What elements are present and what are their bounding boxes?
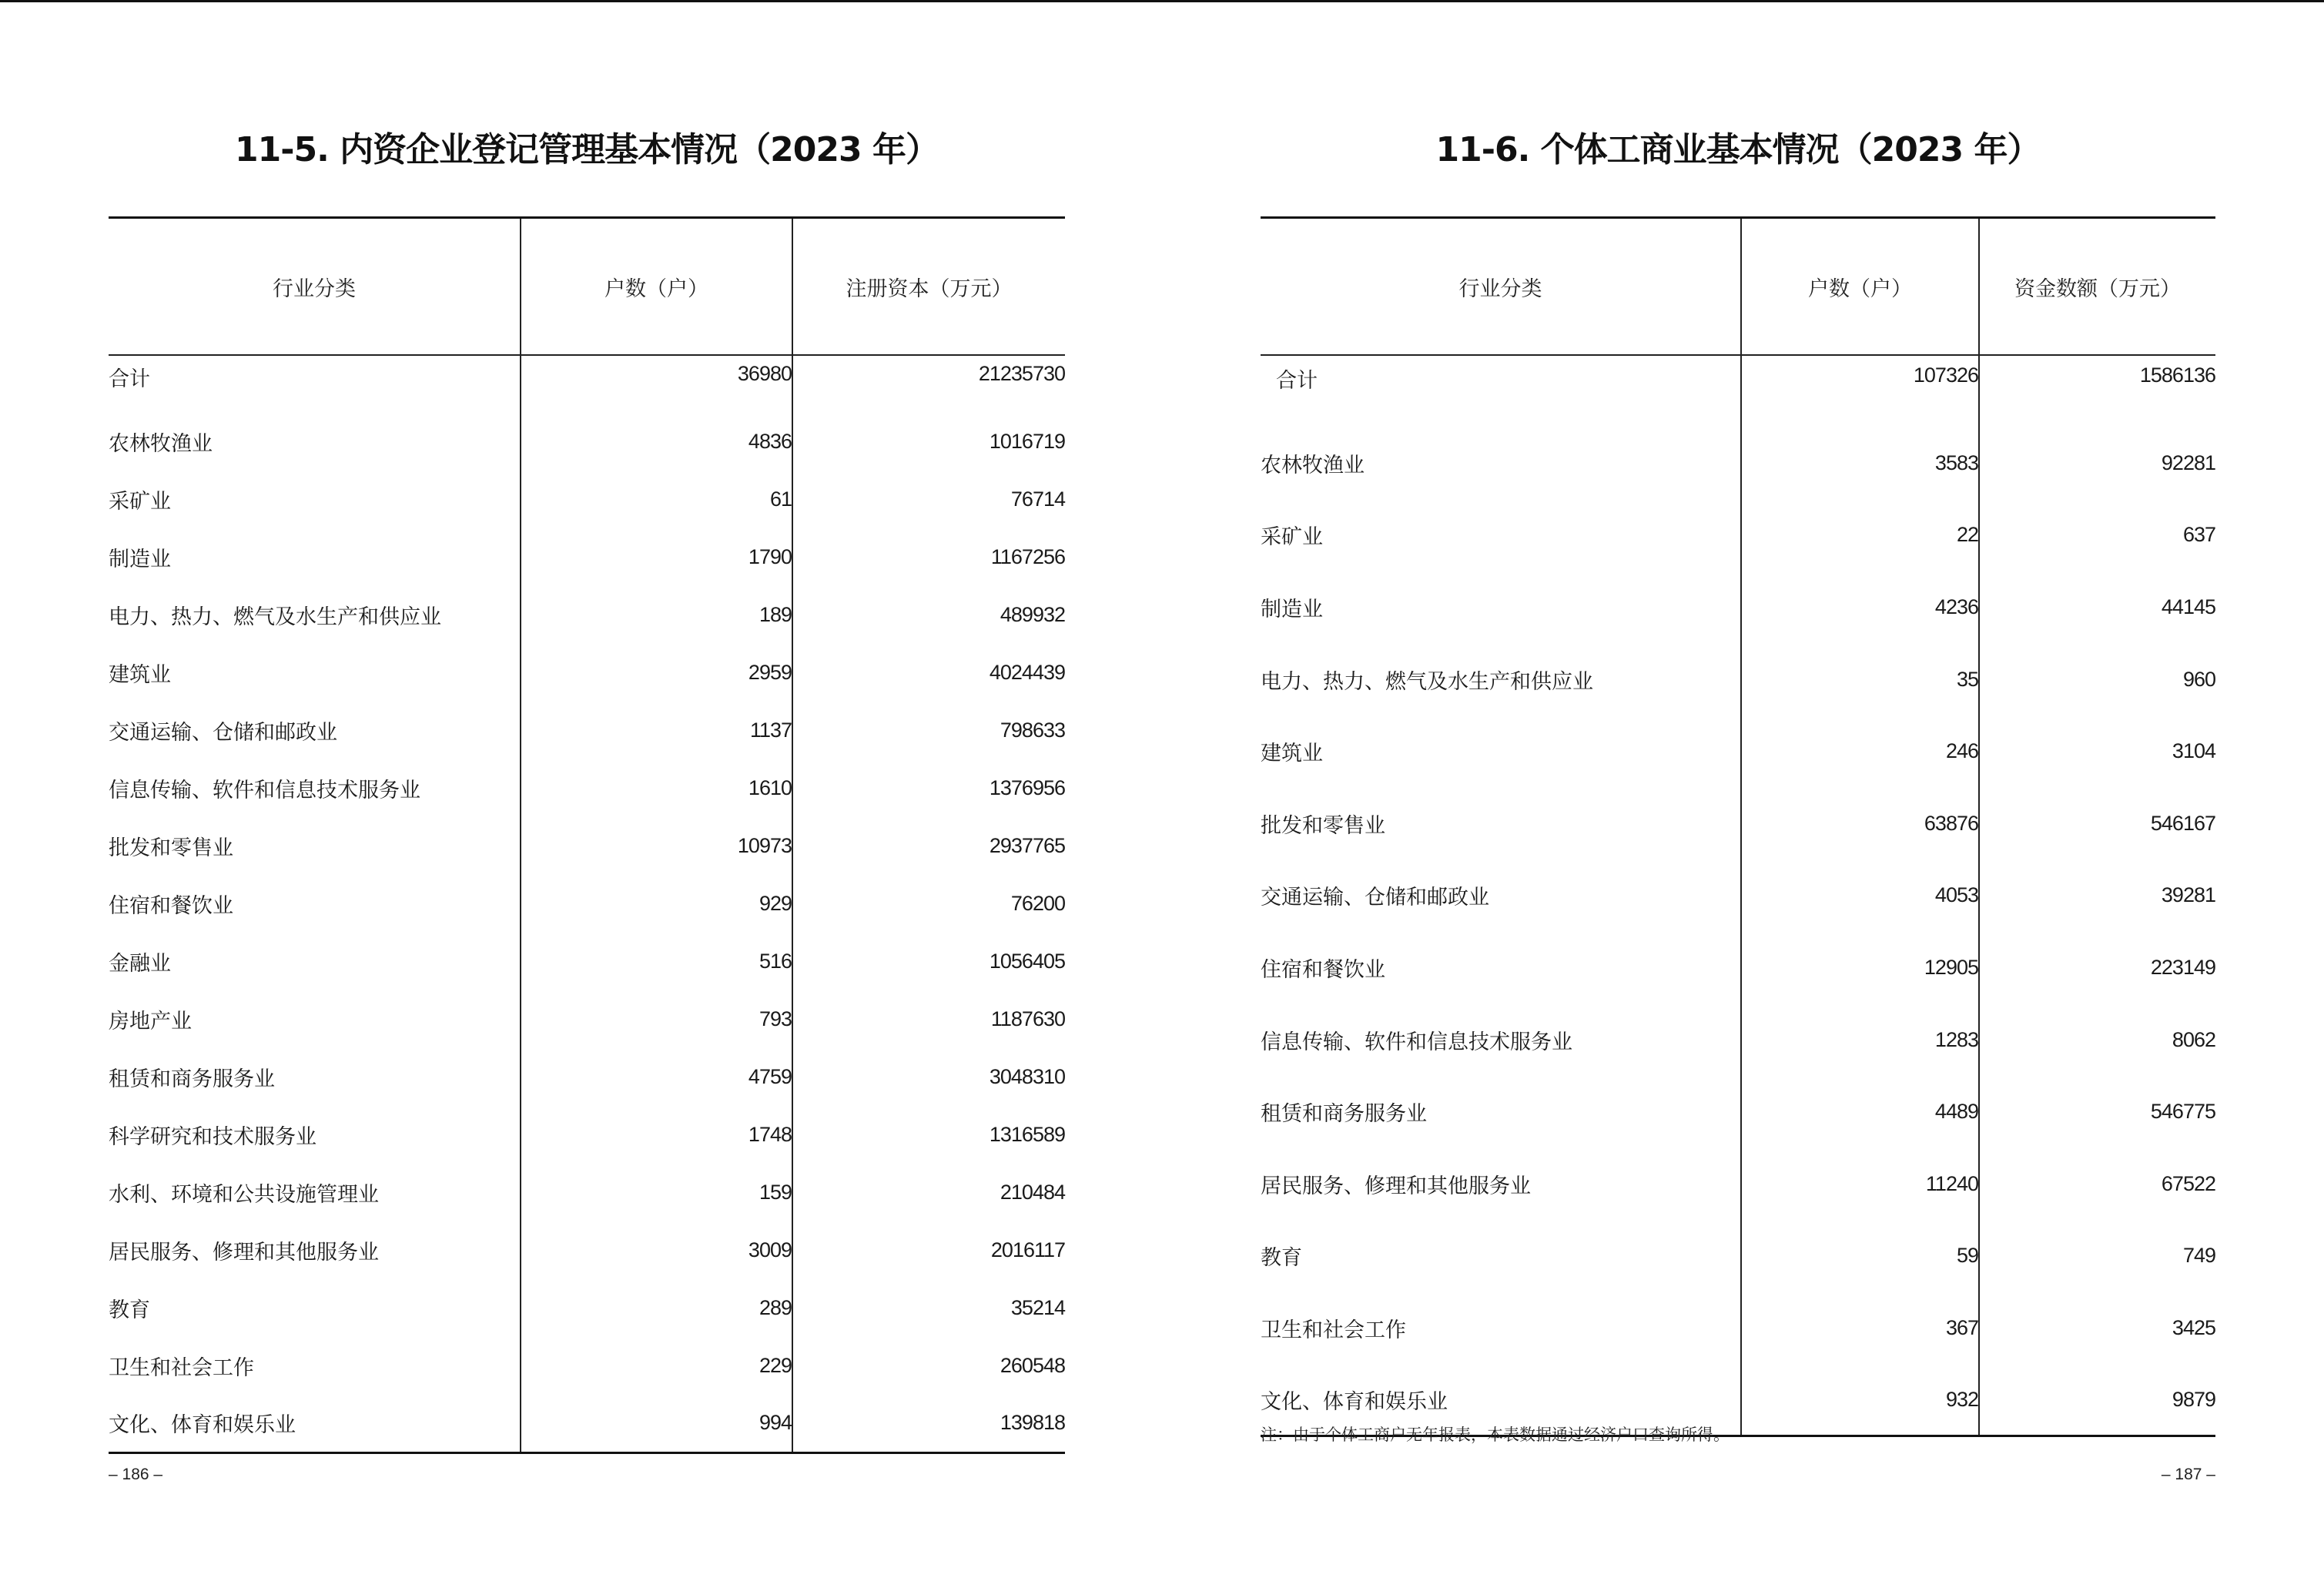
households-cell: 1790 [521, 528, 792, 586]
table-row [1261, 643, 2215, 715]
households-cell: 4759 [521, 1048, 792, 1106]
capital-cell: 1187630 [792, 990, 1065, 1048]
industry-cell: 房地产业 [109, 1010, 192, 1034]
capital-cell: 3425 [1979, 1292, 2215, 1365]
domestic-enterprise-table [109, 216, 1065, 1454]
header-industry: 行业分类 [1261, 218, 1741, 356]
table-row [109, 1106, 1065, 1164]
capital-cell: 749 [1979, 1220, 2215, 1292]
households-cell: 1610 [521, 759, 792, 817]
table-row [1261, 715, 2215, 788]
industry-cell: 教育 [109, 1298, 150, 1322]
industry-cell: 教育 [1261, 1246, 1302, 1271]
households-cell: 994 [521, 1395, 792, 1452]
left-table-title: 11-5. 内资企业登记管理基本情况（2023 年） [235, 130, 939, 169]
capital-cell: 4024439 [792, 644, 1065, 702]
capital-cell: 546167 [1979, 788, 2215, 860]
capital-cell: 2016117 [792, 1221, 1065, 1279]
table-row [1261, 1148, 2215, 1221]
header-industry: 行业分类 [109, 218, 521, 356]
capital-cell: 546775 [1979, 1076, 2215, 1148]
industry-cell: 水利、环境和公共设施管理业 [109, 1183, 379, 1207]
table-row [1261, 427, 2215, 500]
industry-cell: 住宿和餐饮业 [109, 894, 233, 918]
industry-cell: 电力、热力、燃气及水生产和供应业 [1261, 669, 1593, 694]
households-cell: 1748 [521, 1106, 792, 1164]
table-header-row [1261, 218, 2215, 356]
top-border-line [0, 0, 2324, 2]
capital-cell: 76200 [792, 875, 1065, 933]
capital-cell: 39281 [1979, 859, 2215, 932]
table-row [109, 1279, 1065, 1337]
households-cell: 159 [521, 1164, 792, 1221]
industry-cell: 文化、体育和娱乐业 [1261, 1389, 1448, 1414]
industry-cell: 居民服务、修理和其他服务业 [1261, 1174, 1531, 1198]
capital-cell: 3104 [1979, 715, 2215, 788]
table-row [109, 1221, 1065, 1279]
households-cell: 1137 [521, 702, 792, 759]
households-cell: 4489 [1741, 1076, 1979, 1148]
table-row [109, 990, 1065, 1048]
table-row [109, 875, 1065, 933]
households-cell: 22 [1741, 499, 1979, 571]
table-row [1261, 932, 2215, 1004]
capital-cell: 139818 [792, 1395, 1065, 1452]
capital-cell: 1376956 [792, 759, 1065, 817]
households-cell: 3009 [521, 1221, 792, 1279]
table-row [109, 1337, 1065, 1395]
households-cell: 367 [1741, 1292, 1979, 1365]
households-cell: 932 [1741, 1364, 1979, 1436]
capital-cell: 3048310 [792, 1048, 1065, 1106]
capital-cell: 67522 [1979, 1148, 2215, 1221]
industry-cell: 住宿和餐饮业 [1261, 958, 1385, 983]
table-row [109, 528, 1065, 586]
households-cell: 929 [521, 875, 792, 933]
left-table-body [109, 355, 1065, 1452]
table-row [1261, 499, 2215, 571]
capital-cell: 44145 [1979, 571, 2215, 644]
industry-cell: 科学研究和技术服务业 [109, 1125, 316, 1149]
capital-cell: 1586136 [1979, 355, 2215, 427]
households-cell: 10973 [521, 817, 792, 875]
right-table-title: 11-6. 个体工商业基本情况（2023 年） [1435, 130, 2041, 169]
capital-cell: 637 [1979, 499, 2215, 571]
households-cell: 36980 [521, 355, 792, 413]
capital-cell: 960 [1979, 643, 2215, 715]
table-row [109, 702, 1065, 759]
table-row [109, 1048, 1065, 1106]
industry-cell: 批发和零售业 [109, 836, 233, 860]
header-households: 户数（户） [521, 218, 792, 356]
industry-cell: 农林牧渔业 [1261, 453, 1365, 477]
header-households: 户数（户） [1741, 218, 1979, 356]
households-cell: 12905 [1741, 932, 1979, 1004]
table-row [109, 471, 1065, 528]
table-row [1261, 571, 2215, 644]
industry-cell: 金融业 [109, 952, 171, 976]
households-cell: 289 [521, 1279, 792, 1337]
table-row [109, 413, 1065, 471]
households-cell: 516 [521, 933, 792, 990]
households-cell: 793 [521, 990, 792, 1048]
households-cell: 1283 [1741, 1003, 1979, 1076]
capital-cell: 2937765 [792, 817, 1065, 875]
table-row [1261, 859, 2215, 932]
industry-cell: 租赁和商务服务业 [109, 1067, 275, 1091]
table-footnote: 注：由于个体工商户无年报表，本表数据通过经济户口查询所得。 [1261, 1426, 1730, 1444]
page-number-right: – 187 – [2161, 1466, 2215, 1483]
table-row [109, 1164, 1065, 1221]
industry-cell: 合计 [109, 367, 150, 391]
industry-cell: 信息传输、软件和信息技术服务业 [109, 779, 420, 802]
capital-cell: 489932 [792, 586, 1065, 644]
industry-cell: 农林牧渔业 [109, 432, 213, 456]
households-cell: 63876 [1741, 788, 1979, 860]
header-capital-amount: 资金数额（万元） [1979, 218, 2215, 356]
households-cell: 246 [1741, 715, 1979, 788]
table-row [1261, 1220, 2215, 1292]
households-cell: 61 [521, 471, 792, 528]
capital-cell: 8062 [1979, 1003, 2215, 1076]
table-row [109, 1395, 1065, 1452]
capital-cell: 210484 [792, 1164, 1065, 1221]
industry-cell: 制造业 [1261, 598, 1323, 622]
capital-cell: 1016719 [792, 413, 1065, 471]
capital-cell: 92281 [1979, 427, 2215, 500]
industry-cell: 制造业 [109, 548, 171, 571]
table-row [1261, 1076, 2215, 1148]
households-cell: 35 [1741, 643, 1979, 715]
households-cell: 189 [521, 586, 792, 644]
table-row [1261, 1003, 2215, 1076]
industry-cell: 采矿业 [1261, 525, 1323, 550]
households-cell: 3583 [1741, 427, 1979, 500]
industry-cell: 交通运输、仓储和邮政业 [1261, 886, 1489, 910]
table-row [109, 933, 1065, 990]
table-row [109, 817, 1065, 875]
households-cell: 229 [521, 1337, 792, 1395]
households-cell: 107326 [1741, 355, 1979, 427]
table-row [1261, 355, 2215, 427]
page-number-left: – 186 – [109, 1466, 163, 1483]
industry-cell: 批发和零售业 [1261, 813, 1385, 838]
individual-business-table [1261, 216, 2215, 1437]
table-row [1261, 788, 2215, 860]
industry-cell: 建筑业 [109, 663, 171, 687]
households-cell: 2959 [521, 644, 792, 702]
capital-cell: 1167256 [792, 528, 1065, 586]
households-cell: 59 [1741, 1220, 1979, 1292]
table-row [109, 586, 1065, 644]
capital-cell: 76714 [792, 471, 1065, 528]
industry-cell: 采矿业 [109, 490, 171, 514]
table-header-row [109, 218, 1065, 356]
capital-cell: 9879 [1979, 1364, 2215, 1436]
industry-cell: 租赁和商务服务业 [1261, 1102, 1427, 1127]
industry-cell: 电力、热力、燃气及水生产和供应业 [109, 605, 441, 629]
industry-cell: 卫生和社会工作 [109, 1356, 254, 1380]
households-cell: 11240 [1741, 1148, 1979, 1221]
table-row [1261, 1292, 2215, 1365]
capital-cell: 260548 [792, 1337, 1065, 1395]
industry-cell: 文化、体育和娱乐业 [109, 1413, 296, 1438]
industry-cell: 建筑业 [1261, 742, 1323, 766]
industry-cell: 合计 [1276, 369, 1318, 393]
table-row [109, 355, 1065, 413]
households-cell: 4836 [521, 413, 792, 471]
capital-cell: 798633 [792, 702, 1065, 759]
table-row [109, 759, 1065, 817]
households-cell: 4236 [1741, 571, 1979, 644]
industry-cell: 卫生和社会工作 [1261, 1318, 1406, 1343]
header-registered-capital: 注册资本（万元） [792, 218, 1065, 356]
industry-cell: 交通运输、仓储和邮政业 [109, 721, 337, 745]
capital-cell: 35214 [792, 1279, 1065, 1337]
capital-cell: 21235730 [792, 355, 1065, 413]
capital-cell: 1056405 [792, 933, 1065, 990]
households-cell: 4053 [1741, 859, 1979, 932]
capital-cell: 1316589 [792, 1106, 1065, 1164]
industry-cell: 居民服务、修理和其他服务业 [109, 1241, 379, 1265]
industry-cell: 信息传输、软件和信息技术服务业 [1261, 1030, 1572, 1054]
capital-cell: 223149 [1979, 932, 2215, 1004]
right-table-body [1261, 355, 2215, 1436]
table-row [109, 644, 1065, 702]
